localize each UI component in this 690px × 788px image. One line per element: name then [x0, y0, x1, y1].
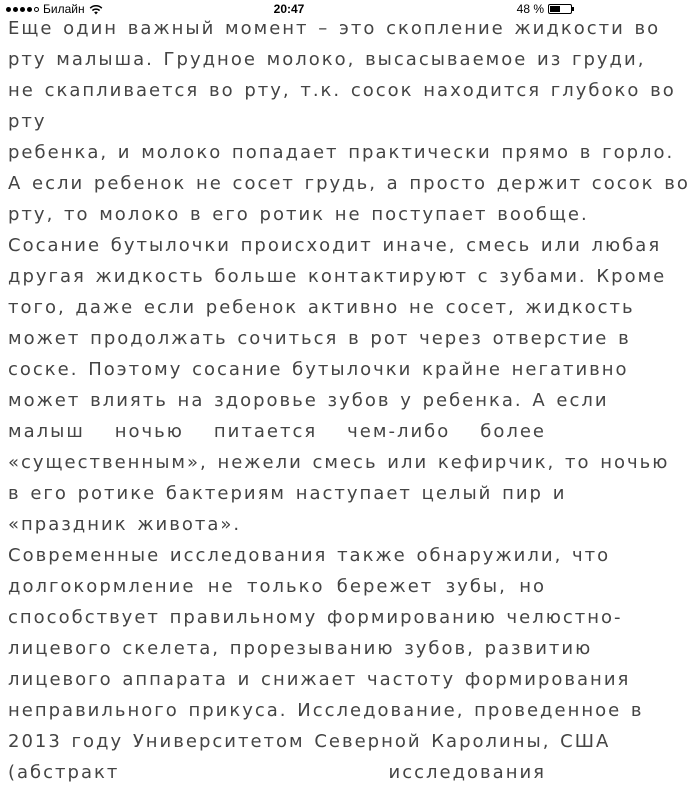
text-line: Еще один важный момент – это скопление жидкости во	[8, 18, 661, 39]
text-line: рту, то молоко в его ротик не поступает вообще.	[8, 204, 589, 225]
text-line: ребенка, и молоко попадает практически прямо в горло.	[8, 142, 675, 163]
text-line: Сосание бутылочки происходит иначе, смесь или любая	[8, 235, 662, 256]
text-line: рту малыша. Грудное молоко, высасываемое из груди,	[8, 49, 646, 70]
text-line: долгокормление не только бережет зубы, но	[8, 576, 546, 597]
text-line: рту	[8, 111, 47, 132]
carrier-name: Билайн	[43, 2, 85, 16]
battery-percentage: 48 %	[516, 2, 544, 16]
battery-icon	[548, 4, 572, 14]
text-line: того, даже если ребенок активно не сосет, жидкость	[8, 297, 635, 318]
text-line: «праздник живота».	[8, 514, 242, 535]
article-body	[8, 13, 690, 788]
text-line: лицевого скелета, прорезыванию зубов, развитию	[8, 638, 593, 659]
text-line: в его ротике бактериям наступает целый пир и	[8, 483, 567, 504]
text-line: соске. Поэтому сосание бутылочки крайне негативно	[8, 359, 629, 380]
text-line: (абстракт исследования	[8, 762, 546, 783]
text-line: А если ребенок не сосет грудь, а просто держит сосок во	[8, 173, 690, 194]
text-line: «существенным», нежели смесь или кефирчик, то ночью	[8, 452, 670, 473]
text-line: не скапливается во рту, т.к. сосок находится глубоко во	[8, 80, 676, 101]
text-line: неправильного прикуса. Исследование, проведенное в	[8, 700, 644, 721]
text-line: может влиять на здоровье зубов у ребенка. А если	[8, 390, 609, 411]
text-line: малыш ночью питается чем-либо более	[8, 421, 546, 442]
text-line: 2013 году Университетом Северной Каролины, США	[8, 731, 611, 752]
text-line: способствует правильному формированию челюстно-	[8, 607, 623, 628]
clock: 20:47	[273, 2, 305, 16]
text-line: лицевого аппарата и снижает частоту формирования	[8, 669, 631, 690]
text-line: другая жидкость больше контактируют с зубами. Кроме	[8, 266, 667, 287]
battery-fill	[550, 6, 560, 12]
text-line: может продолжать сочиться в рот через отверстие в	[8, 328, 631, 349]
text-line: Современные исследования также обнаружили, что	[8, 545, 611, 566]
